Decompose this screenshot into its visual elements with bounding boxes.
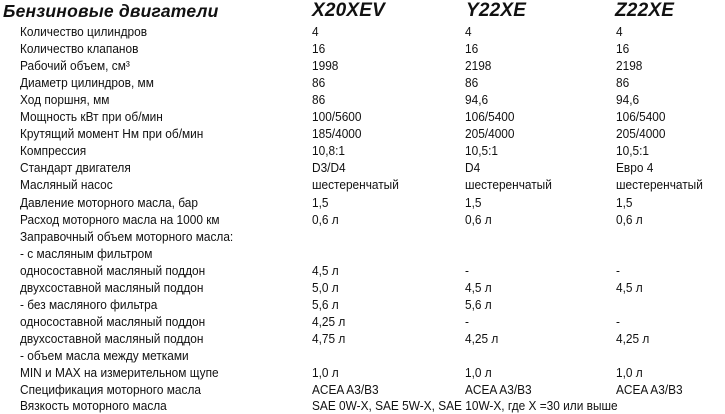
table-row <box>0 23 725 40</box>
row-value-col2: 106/5400 <box>465 109 515 125</box>
row-label: Давление моторного масла, бар <box>20 194 198 210</box>
row-value-col1: 10,8:1 <box>312 143 346 159</box>
row-value-col3: 106/5400 <box>616 109 666 125</box>
table-row <box>0 347 725 364</box>
table-row <box>0 245 725 262</box>
row-value-col3: 94,6 <box>616 92 640 108</box>
table-row <box>0 228 725 245</box>
row-label: Мощность кВт при об/мин <box>20 109 163 125</box>
row-value-col3: 205/4000 <box>616 126 666 142</box>
row-value-col3: 4,5 л <box>616 279 643 295</box>
row-label: Расход моторного масла на 1000 км <box>20 211 220 227</box>
row-value-col1: ACEA A3/B3 <box>312 382 379 398</box>
row-label: Заправочный объем моторного масла: <box>20 228 234 244</box>
row-label: - объем масла между метками <box>20 347 189 363</box>
row-label: двухсоставной масляный поддон <box>20 330 204 346</box>
table-title: Бензиновые двигатели <box>3 1 219 21</box>
column-header-z22xe: Z22XE <box>615 0 675 21</box>
table-row <box>0 262 725 279</box>
row-value-col2: 86 <box>465 75 479 91</box>
row-value-col2: 4 <box>465 24 472 39</box>
row-value-col3: 0,6 л <box>616 211 643 227</box>
row-value-col1: 86 <box>312 92 326 108</box>
row-label: Количество клапанов <box>20 41 139 57</box>
row-value-col3: 2198 <box>616 58 643 74</box>
row-value-col2: 2198 <box>465 58 492 74</box>
row-label: - с масляным фильтром <box>20 245 153 261</box>
row-label: MIN и MAX на измерительном щупе <box>20 365 219 380</box>
row-value-col1: 0,6 л <box>312 211 339 227</box>
row-label: односоставной масляный поддон <box>20 313 206 329</box>
table-row-viscosity <box>0 397 725 414</box>
row-value-col2: 94,6 <box>465 92 489 108</box>
row-value-col3: - <box>616 313 620 329</box>
table-row <box>0 296 725 313</box>
row-value-col1: 1,0 л <box>312 365 339 380</box>
row-value-col3: Евро 4 <box>616 160 654 176</box>
column-header-x20xev: X20XEV <box>312 0 386 21</box>
table-row <box>0 381 725 398</box>
row-value-col3: - <box>616 262 620 278</box>
row-value-col3: 4,25 л <box>616 330 650 346</box>
row-label: Спецификация моторного масла <box>20 382 201 398</box>
row-value-col3: 86 <box>616 75 630 91</box>
row-value-col3: 16 <box>616 41 630 57</box>
row-value-col1: 1998 <box>312 58 339 74</box>
row-value-col2: D4 <box>465 160 481 176</box>
column-header-y22xe: Y22XE <box>466 0 527 21</box>
table-row <box>0 364 725 381</box>
row-value-col1: 1,5 <box>312 194 329 210</box>
row-value-col2: ACEA A3/B3 <box>465 382 532 398</box>
row-value-col2: 10,5:1 <box>465 143 499 159</box>
table-row <box>0 211 725 228</box>
row-value-col1: 4,25 л <box>312 313 346 329</box>
row-value-col1: 86 <box>312 75 326 91</box>
row-label: Компрессия <box>20 143 87 159</box>
table-row <box>0 194 725 211</box>
row-value-col2: 16 <box>465 41 479 57</box>
row-value-col3: шестеренчатый <box>616 177 703 193</box>
row-value-col2: 5,6 л <box>465 296 492 312</box>
row-label: односоставной масляный поддон <box>20 262 206 278</box>
table-row <box>0 279 725 296</box>
row-value-col1: шестеренчатый <box>312 177 399 193</box>
row-label: Диаметр цилиндров, мм <box>20 75 154 91</box>
row-label: Стандарт двигателя <box>20 160 131 176</box>
table-row <box>0 57 725 74</box>
row-value-col1: D3/D4 <box>312 160 346 176</box>
row-value-col1: 5,6 л <box>312 296 339 312</box>
row-value-col1: 5,0 л <box>312 279 339 295</box>
table-row <box>0 330 725 347</box>
row-value-col2: 0,6 л <box>465 211 492 227</box>
row-value-col1: 4 <box>312 24 319 39</box>
row-value-col2: шестеренчатый <box>465 177 552 193</box>
row-value-col1: 4,5 л <box>312 262 339 278</box>
row-value-col2: - <box>465 262 469 278</box>
row-value-col2: - <box>465 313 469 329</box>
row-value-col1: 185/4000 <box>312 126 362 142</box>
row-label: Крутящий момент Нм при об/мин <box>20 126 204 142</box>
row-value-col3: ACEA A3/B3 <box>616 382 683 398</box>
table-row <box>0 40 725 57</box>
table-row <box>0 159 725 176</box>
row-value-col2: 1,0 л <box>465 365 492 380</box>
row-value-col3: 4 <box>616 24 623 39</box>
viscosity-value: SAE 0W-X, SAE 5W-X, SAE 10W-X, где X =30 или выше <box>312 398 618 413</box>
row-value-col2: 205/4000 <box>465 126 515 142</box>
table-row <box>0 74 725 91</box>
row-value-col2: 1,5 <box>465 194 482 210</box>
row-value-col3: 1,5 <box>616 194 633 210</box>
table-row <box>0 313 725 330</box>
table-row <box>0 142 725 159</box>
row-value-col1: 4,75 л <box>312 330 346 346</box>
row-value-col2: 4,25 л <box>465 330 499 346</box>
row-label: Рабочий объем, см³ <box>20 58 130 74</box>
row-label: Масляный насос <box>20 177 113 193</box>
row-label: Количество цилиндров <box>20 24 148 39</box>
table-row <box>0 125 725 142</box>
row-value-col3: 1,0 л <box>616 365 643 380</box>
table-row <box>0 91 725 108</box>
table-row <box>0 108 725 125</box>
row-value-col1: 100/5600 <box>312 109 362 125</box>
row-label: двухсоставной масляный поддон <box>20 279 204 295</box>
table-row <box>0 176 725 193</box>
row-label: Вязкость моторного масла <box>20 398 167 413</box>
row-label: - без масляного фильтра <box>20 296 158 312</box>
row-value-col2: 4,5 л <box>465 279 492 295</box>
row-value-col1: 16 <box>312 41 326 57</box>
row-label: Ход поршня, мм <box>20 92 110 108</box>
row-value-col3: 10,5:1 <box>616 143 650 159</box>
